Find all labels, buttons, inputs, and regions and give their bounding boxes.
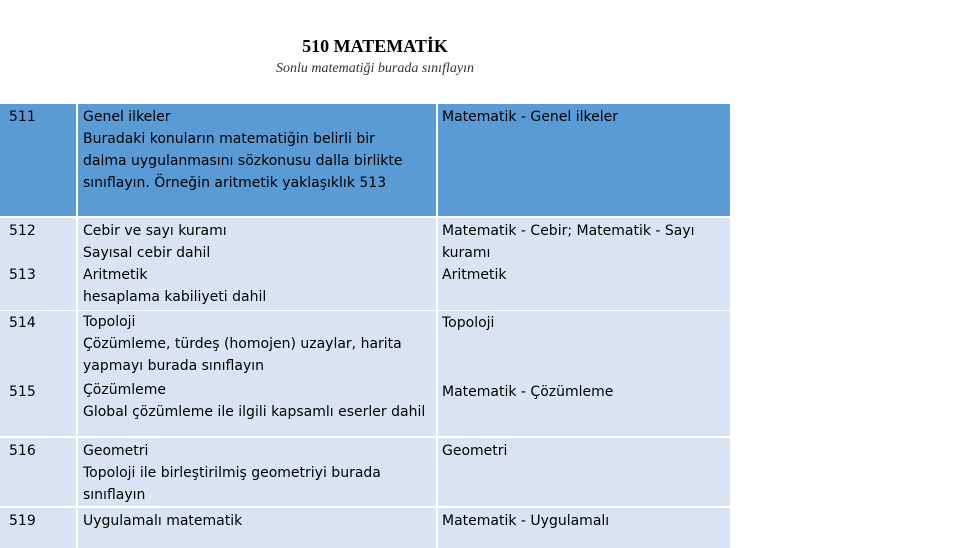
- subject-cell: Aritmetik: [438, 264, 730, 310]
- table-row: [0, 104, 730, 216]
- code-cell: 513: [0, 264, 78, 310]
- page-subtitle: Sonlu matematiği burada sınıflayın: [276, 61, 474, 76]
- table-row: [0, 218, 730, 264]
- description-cell: Topoloji Çözümleme, türdeş (homojen) uzaylar, harita yapmayı burada sınıflayın: [78, 311, 438, 379]
- code-cell: 514: [0, 311, 78, 379]
- table-row: [0, 379, 730, 436]
- description-cell: Uygulamalı matematik: [78, 508, 438, 548]
- description-cell: Geometri Topoloji ile birleştirilmiş geometriyi burada sınıflayın: [78, 438, 438, 506]
- table-row: [0, 311, 730, 379]
- code-cell: 511: [0, 104, 78, 216]
- code-cell: 512: [0, 218, 78, 264]
- table-row: [0, 438, 730, 506]
- description-cell: Genel ilkeler Buradaki konuların matematiğin belirli bir dalma uygulanmasını sözkonusu dalla birlikte sınıflayın. Örneğin aritmetik yaklaşıklık 513: [78, 104, 438, 216]
- subject-cell: Geometri: [438, 438, 730, 506]
- description-cell: Cebir ve sayı kuramı Sayısal cebir dahil: [78, 218, 438, 264]
- subject-cell: Topoloji: [438, 311, 730, 379]
- code-cell: 515: [0, 379, 78, 436]
- table-row: [0, 508, 730, 548]
- description-cell: Aritmetik hesaplama kabiliyeti dahil: [78, 264, 438, 310]
- description-cell: Çözümleme Global çözümleme ile ilgili kapsamlı eserler dahil: [78, 379, 438, 436]
- subject-cell: Matematik - Uygulamalı: [438, 508, 730, 548]
- subject-cell: Matematik - Çözümleme: [438, 379, 730, 436]
- subject-cell: Matematik - Genel ilkeler: [438, 104, 730, 216]
- page-title: 510 MATEMATİK: [302, 36, 448, 56]
- code-cell: 519: [0, 508, 78, 548]
- table-row: [0, 264, 730, 310]
- subject-cell: Matematik - Cebir; Matematik - Sayı kuramı: [438, 218, 730, 264]
- code-cell: 516: [0, 438, 78, 506]
